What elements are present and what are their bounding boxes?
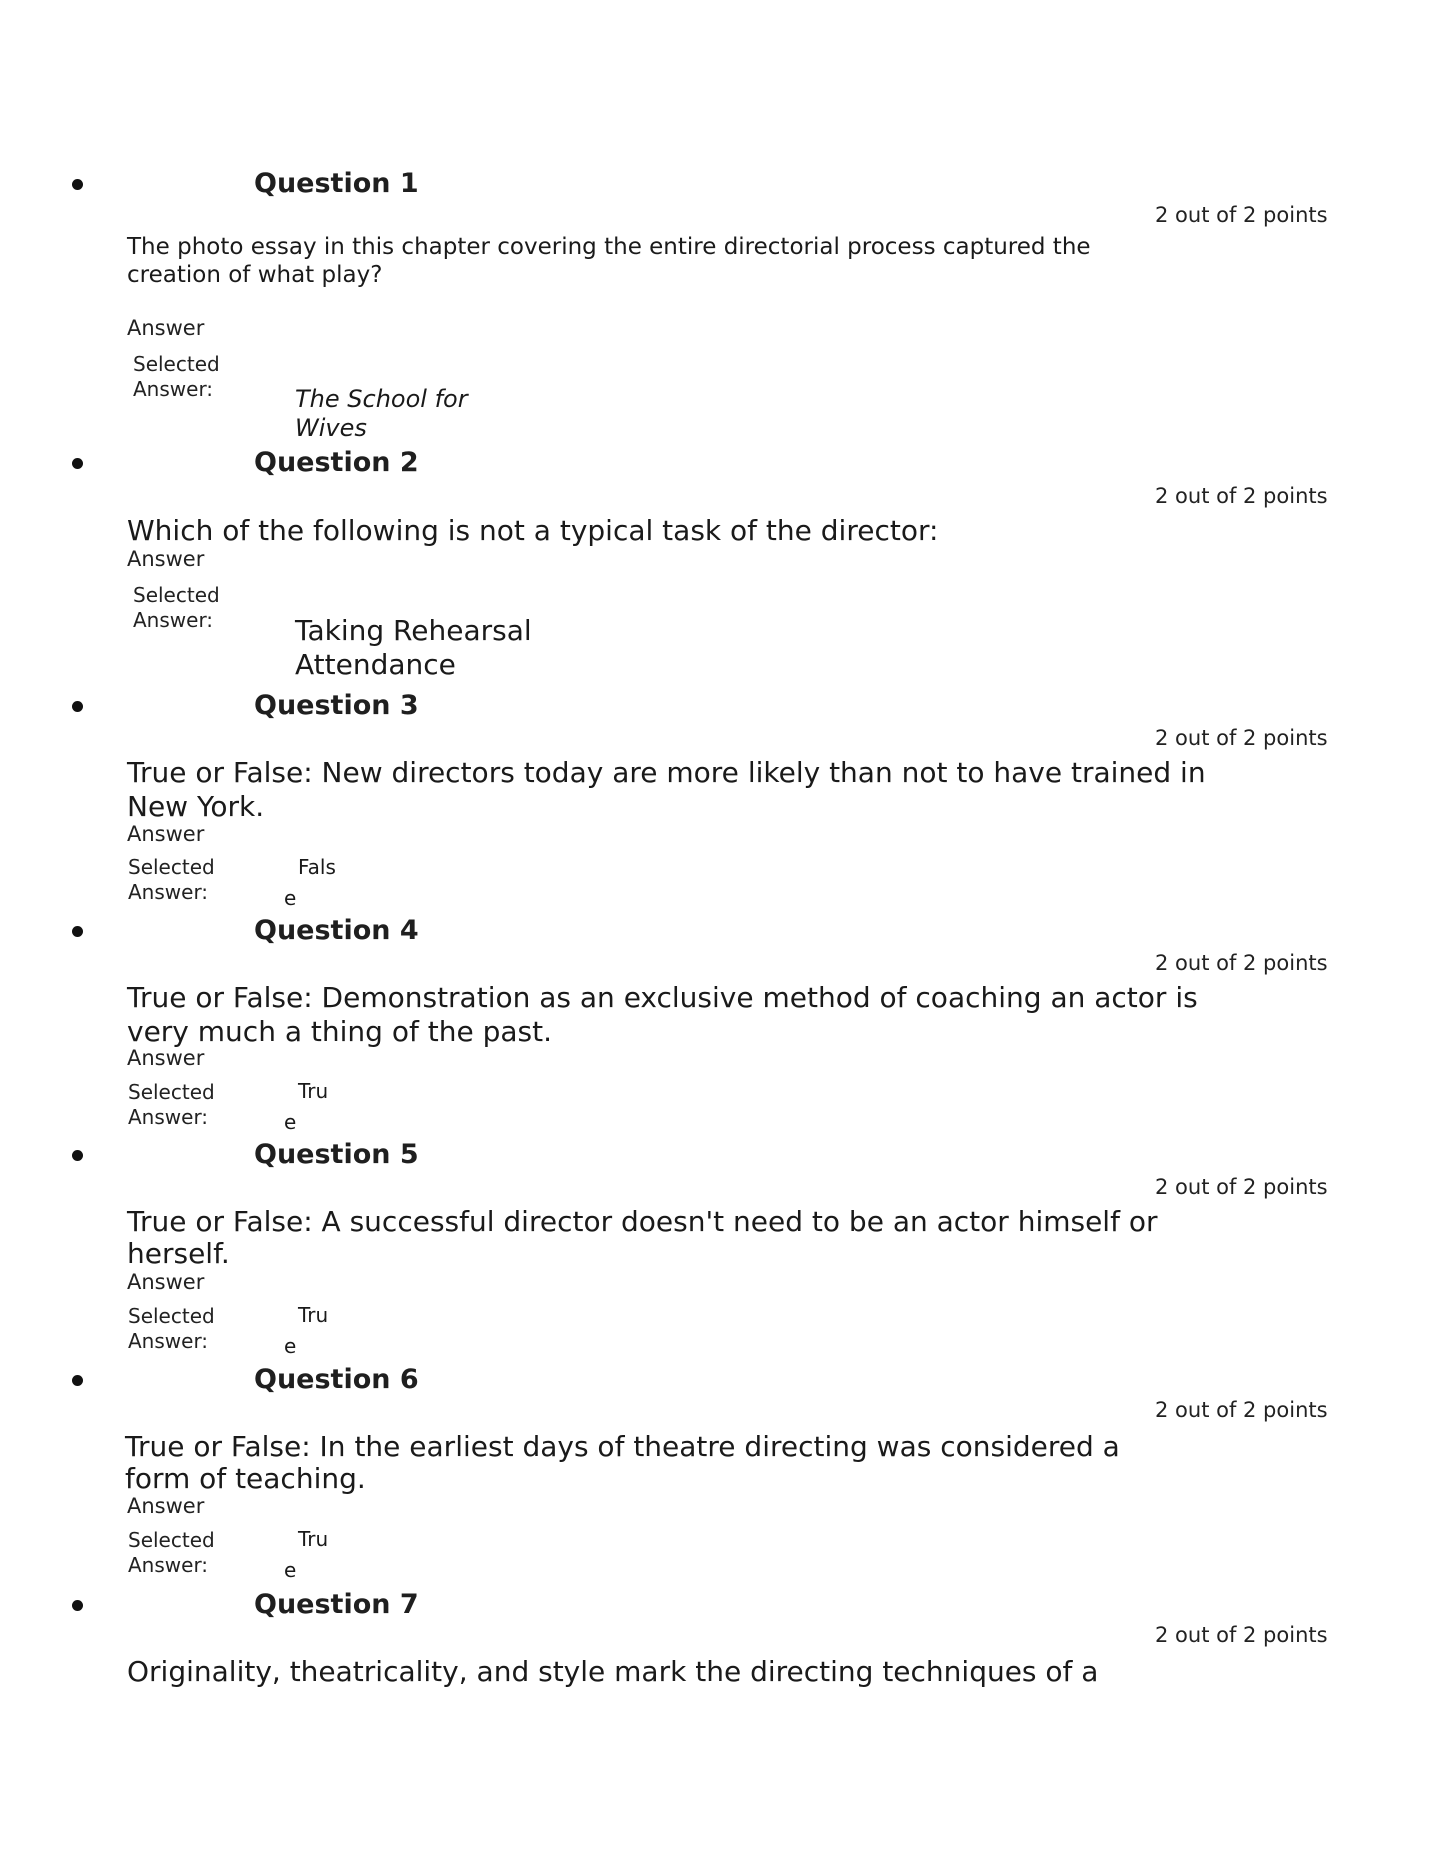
question-text: True or False: A successful director doesn't need to be an actor himself or herself. [127, 1205, 1158, 1270]
bullet-icon [72, 1600, 83, 1611]
question-text: True or False: New directors today are more likely than not to have trained in New York. [127, 756, 1206, 823]
question-title: Question 5 [254, 1139, 419, 1170]
selected-answer-value-line1: Tru [298, 1303, 329, 1327]
question-title: Question 1 [254, 168, 419, 199]
selected-answer-value-line2: e [284, 886, 297, 910]
question-text: True or False: Demonstration as an exclusive method of coaching an actor is very much a thing of the past. [127, 981, 1198, 1048]
question-text: The photo essay in this chapter covering the entire directorial process captured the creation of what play? [127, 234, 1091, 288]
selected-answer-label: Selected Answer: [128, 1304, 215, 1353]
bullet-icon [72, 179, 83, 190]
answer-label: Answer [127, 316, 205, 340]
bullet-icon [72, 701, 83, 712]
answer-label: Answer [127, 547, 205, 571]
selected-answer-value [284, 852, 342, 914]
question-text: Which of the following is not a typical task of the director: [127, 514, 939, 547]
points-label: 2 out of 2 points [1155, 484, 1328, 508]
selected-answer-label: Selected Answer: [128, 855, 215, 904]
selected-answer-value-line2: e [284, 1110, 297, 1134]
question-title: Question 2 [254, 447, 419, 478]
bullet-icon [72, 926, 83, 937]
selected-answer-value-line2: e [284, 1334, 297, 1358]
answer-label: Answer [127, 1494, 205, 1518]
points-label: 2 out of 2 points [1155, 951, 1328, 975]
selected-answer-value [284, 1076, 342, 1138]
answer-label: Answer [127, 822, 205, 846]
selected-answer-label: Selected Answer: [128, 1528, 215, 1577]
selected-answer-label: Selected Answer: [128, 1080, 215, 1129]
selected-answer-value: Taking Rehearsal Attendance [295, 614, 532, 681]
selected-answer-value [284, 1300, 342, 1362]
bullet-icon [72, 1150, 83, 1161]
points-label: 2 out of 2 points [1155, 1175, 1328, 1199]
question-title: Question 6 [254, 1364, 419, 1395]
selected-answer-value: The School for Wives [295, 385, 468, 442]
question-title: Question 7 [254, 1589, 419, 1620]
question-text: True or False: In the earliest days of theatre directing was considered a form of teaching. [125, 1430, 1120, 1495]
answer-label: Answer [127, 1270, 205, 1294]
selected-answer-value [284, 1524, 342, 1586]
bullet-icon [72, 458, 83, 469]
selected-answer-value-line1: Tru [298, 1527, 329, 1551]
points-label: 2 out of 2 points [1155, 726, 1328, 750]
question-title: Question 4 [254, 915, 419, 946]
points-label: 2 out of 2 points [1155, 1398, 1328, 1422]
selected-answer-label: Selected Answer: [133, 352, 220, 401]
selected-answer-value-line1: Fals [298, 855, 336, 879]
points-label: 2 out of 2 points [1155, 203, 1328, 227]
bullet-icon [72, 1375, 83, 1386]
selected-answer-value-line2: e [284, 1558, 297, 1582]
answer-label: Answer [127, 1046, 205, 1070]
points-label: 2 out of 2 points [1155, 1623, 1328, 1647]
question-title: Question 3 [254, 690, 419, 721]
selected-answer-value-line1: Tru [298, 1079, 329, 1103]
question-text: Originality, theatricality, and style mark the directing techniques of a [127, 1655, 1099, 1688]
selected-answer-label: Selected Answer: [133, 583, 220, 632]
